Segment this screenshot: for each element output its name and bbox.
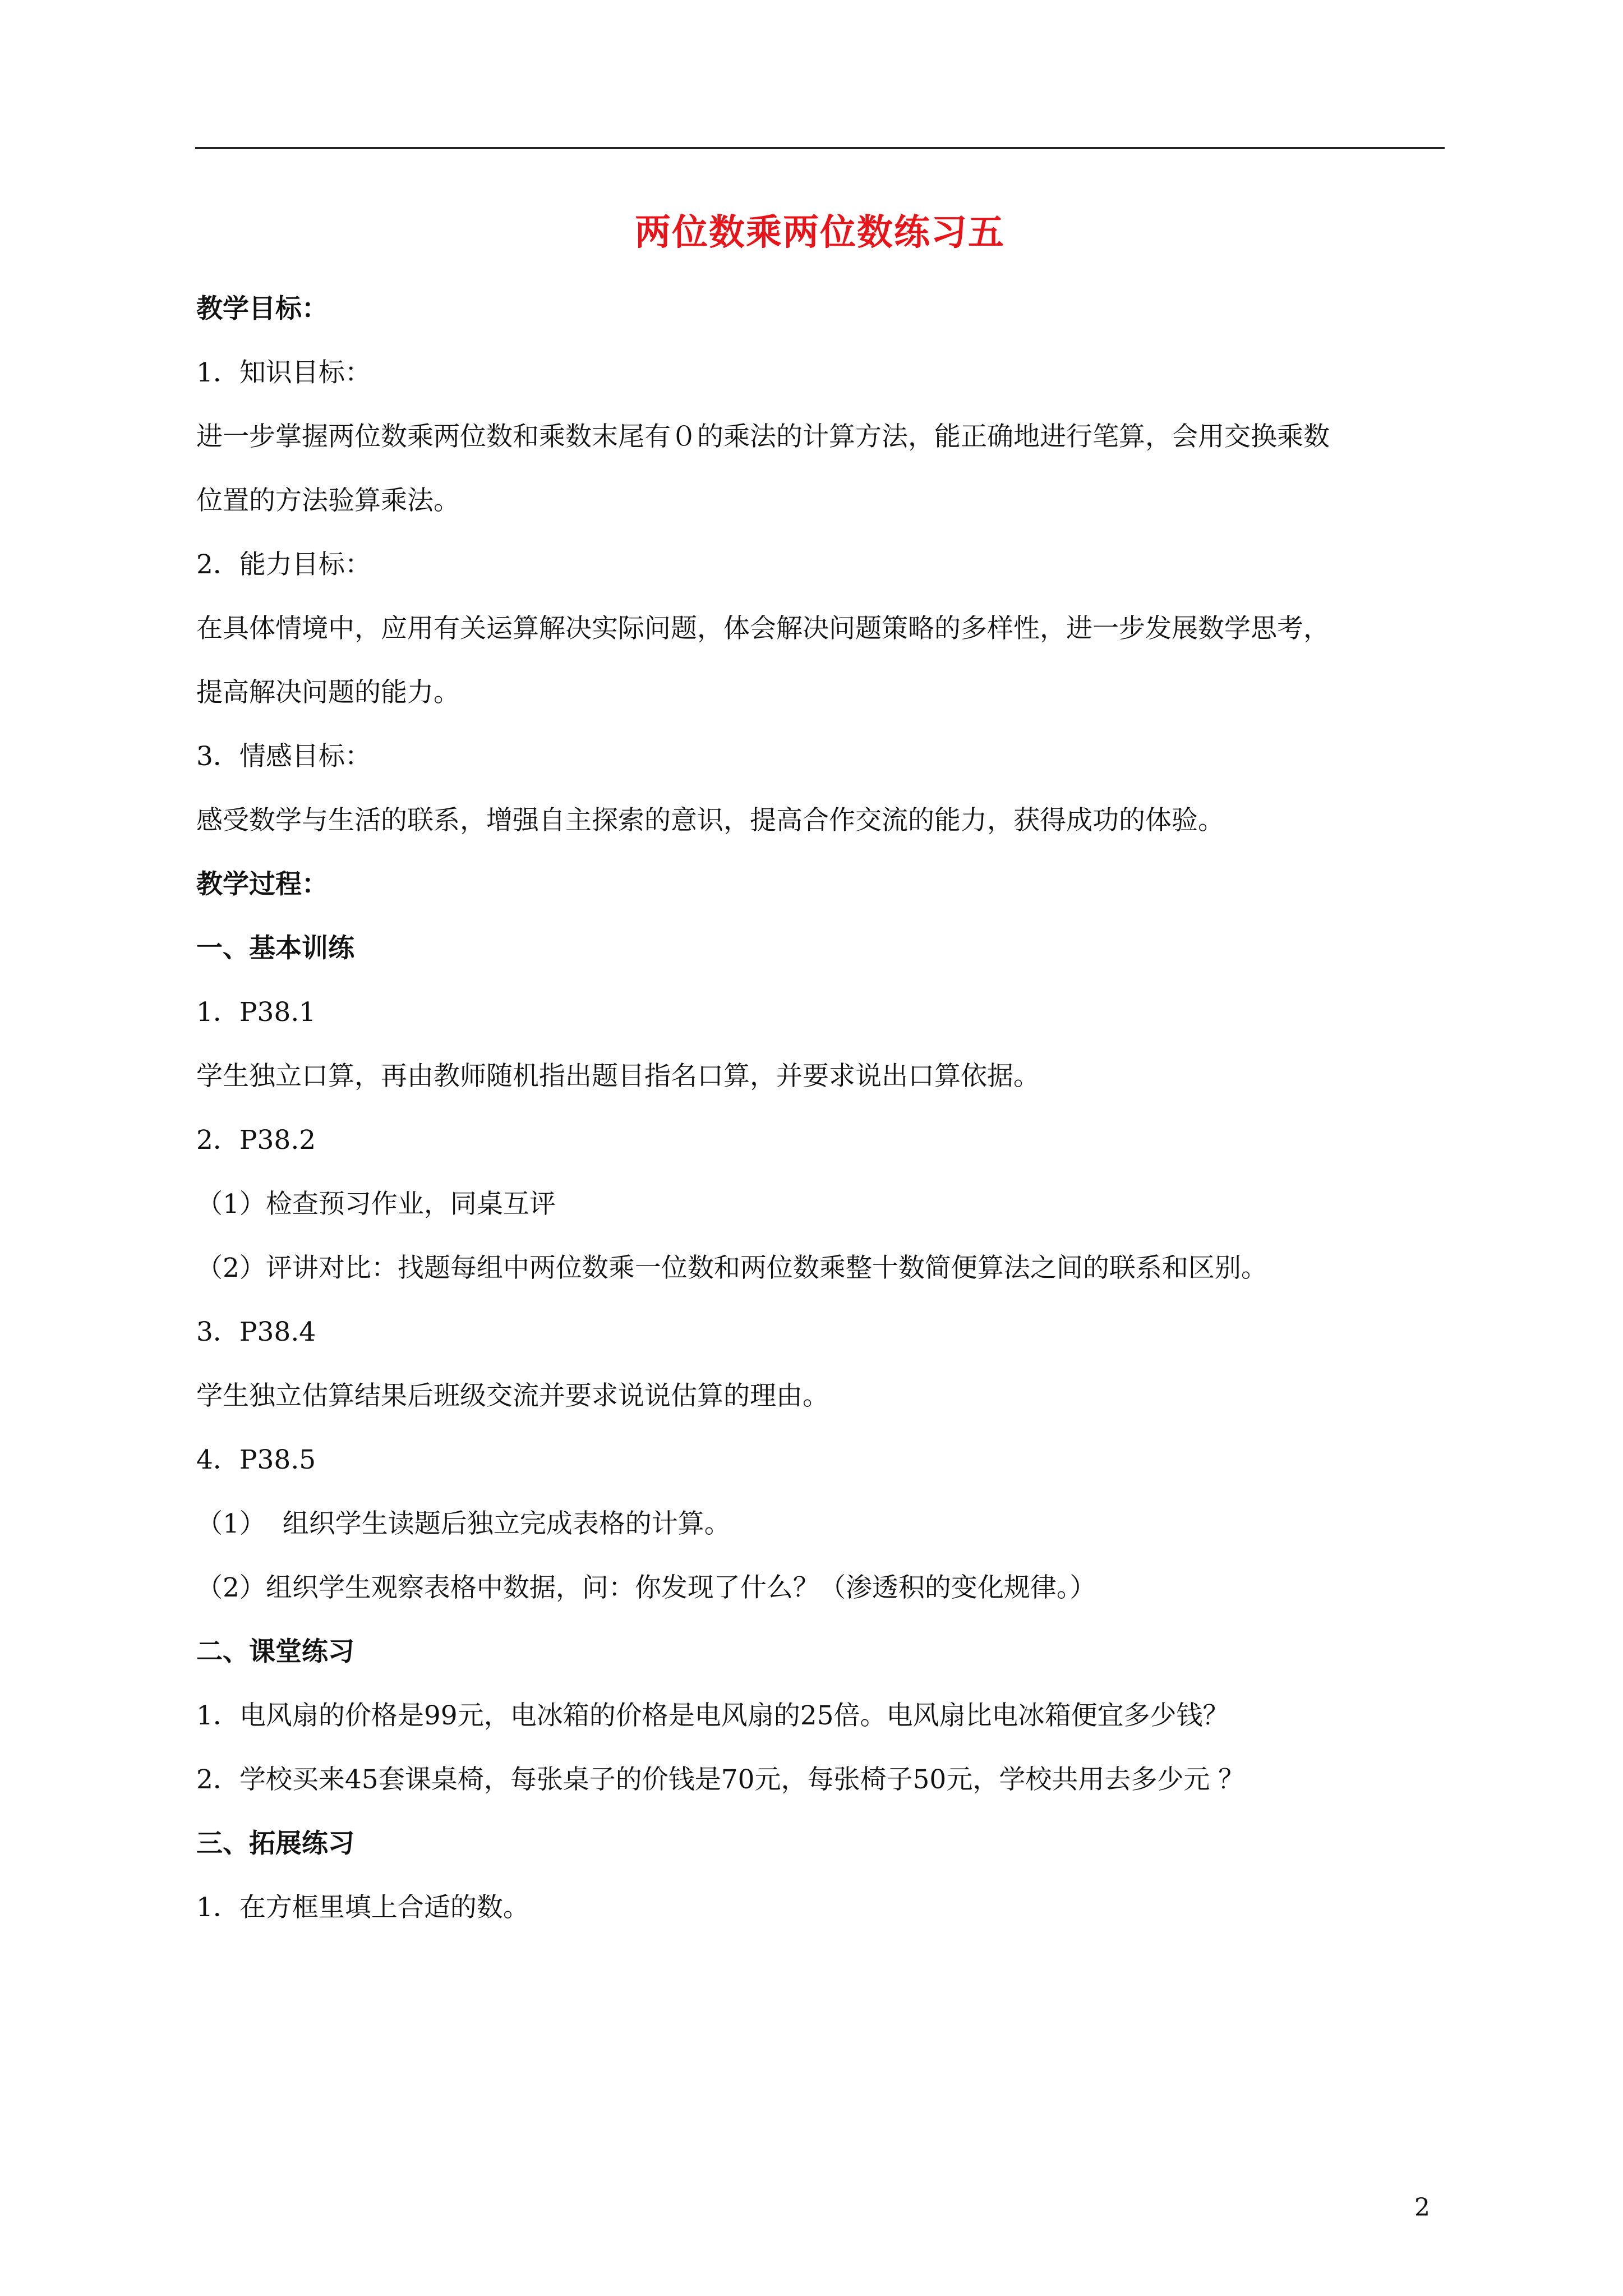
objective-2-heading: 2．能力目标： [196, 549, 371, 580]
objective-1-heading: 1．知识目标： [196, 357, 371, 388]
exercise-note: 学生独立估算结果后班级交流并要求说说估算的理由。 [196, 1381, 829, 1411]
practice-question: 2．学校买来45套课桌椅，每张桌子的价钱是70元，每张椅子50元，学校共用去多少元 ？ [196, 1764, 1245, 1795]
exercise-item: 3．P38.4 [196, 1317, 316, 1347]
objective-2-text-line1: 在具体情境中，应用有关运算解决实际问题，体会解决问题策略的多样性，进一步发展数学思考， [196, 613, 1330, 644]
page-number: 2 [1414, 2193, 1430, 2222]
exercise-item: 1．P38.1 [196, 997, 316, 1028]
section-heading-extension: 三、拓展练习 [196, 1828, 354, 1859]
exercise-subitem: （1）检查预习作业，同桌互评 [196, 1189, 556, 1220]
exercise-subitem: （2）组织学生观察表格中数据，问：你发现了什么？（渗透积的变化规律。） [196, 1572, 1096, 1603]
exercise-note: 学生独立口算，再由教师随机指出题目指名口算，并要求说出口算依据。 [196, 1061, 1040, 1092]
objective-2-text-line2: 提高解决问题的能力。 [196, 677, 460, 708]
document-body [196, 293, 1446, 1955]
objective-1-text-line2: 位置的方法验算乘法。 [196, 485, 460, 516]
objective-1-text-line1: 进一步掌握两位数乘两位数和乘数末尾有０的乘法的计算方法，能正确地进行笔算，会用交换乘数 [196, 421, 1330, 452]
section-heading-basic-training: 一、基本训练 [196, 933, 354, 964]
practice-question: 1．电风扇的价格是99元，电冰箱的价格是电风扇的25倍。电风扇比电冰箱便宜多少钱？ [196, 1700, 1229, 1731]
exercise-subitem: （1） 组织学生读题后独立完成表格的计算。 [196, 1508, 731, 1539]
exercise-item: 4．P38.5 [196, 1444, 316, 1475]
section-heading-class-practice: 二、课堂练习 [196, 1636, 354, 1667]
document-title: 两位数乘两位数练习五 [635, 212, 1005, 254]
section-heading-process: 教学过程： [196, 869, 328, 900]
exercise-item: 2．P38.2 [196, 1125, 316, 1156]
exercise-subitem: （2）评讲对比：找题每组中两位数乘一位数和两位数乘整十数简便算法之间的联系和区别。 [196, 1253, 1267, 1283]
objective-1-text [196, 421, 1446, 517]
section-heading-objectives: 教学目标： [196, 293, 328, 324]
objective-3-heading: 3．情感目标： [196, 741, 371, 772]
objective-3-text: 感受数学与生活的联系，增强自主探索的意识，提高合作交流的能力，获得成功的体验。 [196, 805, 1224, 836]
extension-question: 1．在方框里填上合适的数。 [196, 1892, 529, 1923]
objective-2-text [196, 613, 1446, 709]
header-rule [195, 147, 1445, 149]
